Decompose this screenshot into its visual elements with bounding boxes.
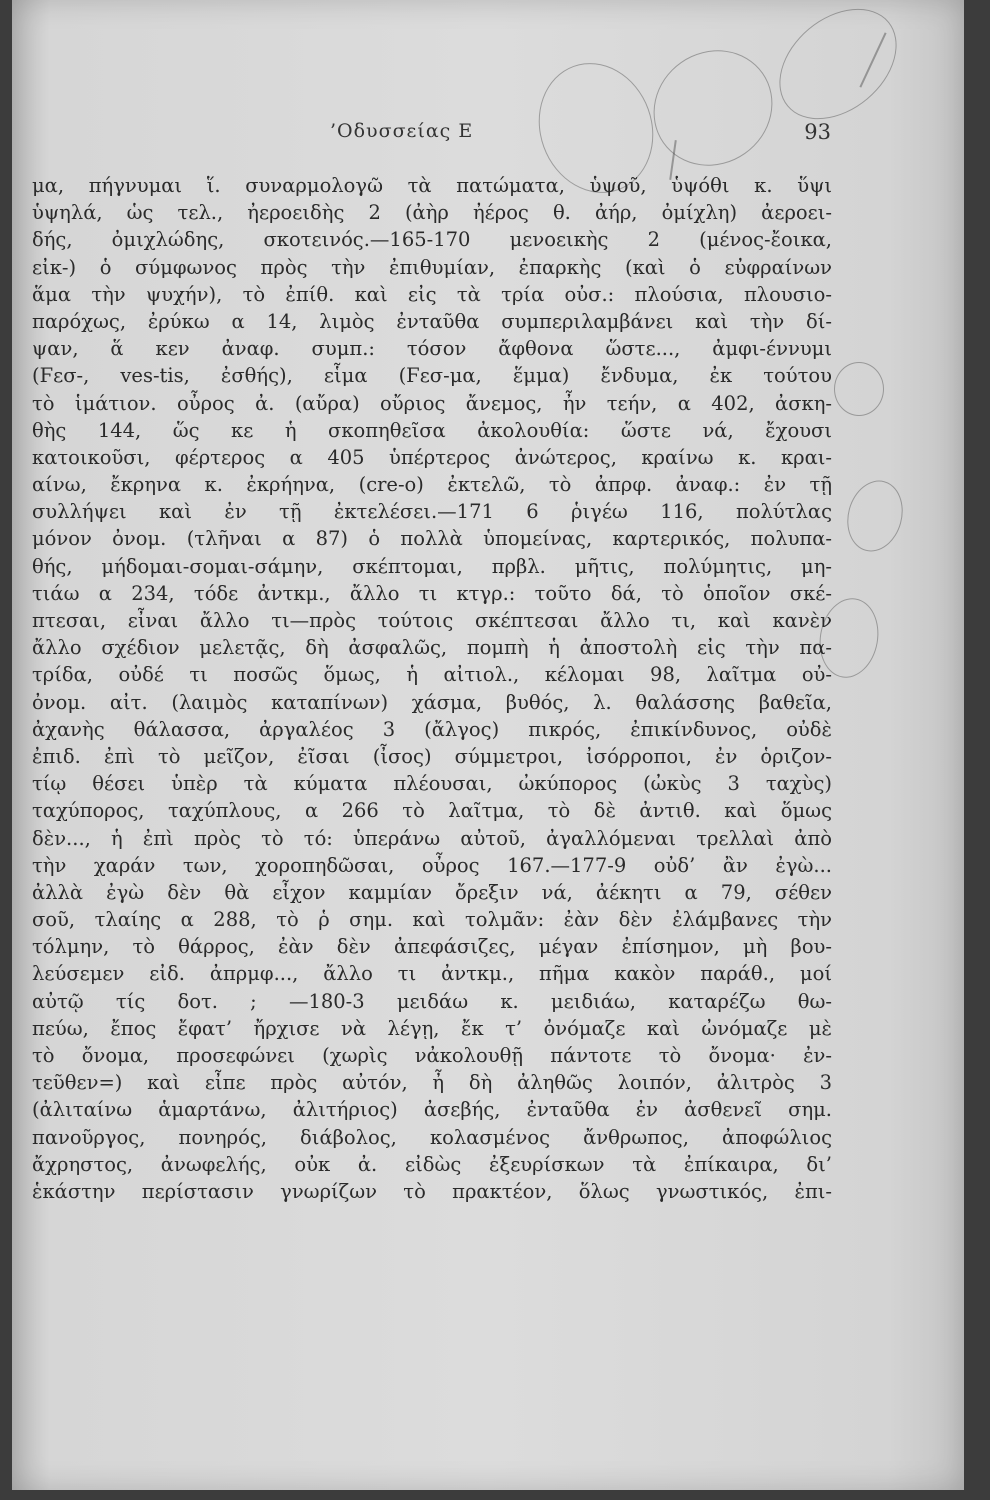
text-line: θής, μήδομαι-σομαι-σάμην, σκέπτομαι, πρβλ. μῆτις, πολύμητις, μη-	[32, 554, 832, 578]
text-line: μόνον ὀνομ. (τλῆναι α 87) ὁ πολλὰ ὑπομείνας, καρτερικός, πολυπα-	[32, 527, 832, 551]
text-line: ἐπιδ. ἐπὶ τὸ μεῖζον, ἐῖσαι (ἶσος) σύμμετροι, ἰσόρροποι, ἐν ὁριζον-	[32, 744, 832, 768]
text-line: τιάω α 234, τόδε ἀντκμ., ἄλλο τι κτγρ.: τοῦτο δά, τὸ ὁποῖον σκέ-	[32, 581, 832, 605]
handwritten-annotation	[631, 27, 795, 189]
text-line: πτεσαι, εἶναι ἄλλο τι—πρὸς τούτοις σκέπτεσαι ἄλλο τι, καὶ κανὲν	[32, 609, 832, 632]
text-line: θὴς 144, ὥς κε ἡ σκοπηθεῖσα ἀκολουθία: ὥστε νά, ἔχουσι	[32, 418, 832, 442]
text-line: δὲν..., ἡ ἐπὶ πρὸς τὸ τό: ὑπεράνω αὐτοῦ, ἀγαλλόμεναι τρελλαὶ ἀπὸ	[32, 826, 832, 850]
text-line: (Ϝεσ-, ves-tis, ἐσθής), εἷμα (Ϝεσ-μα, ἕμμα) ἔνδυμα, ἐκ τούτου	[32, 364, 832, 388]
text-line: δής, ὀμιχλώδης, σκοτεινός.—165-170 μενοεικὴς 2 (μένος-ἔοικα,	[32, 228, 832, 252]
text-line: τρίδα, οὐδέ τι ποσῶς ὅμως, ἡ αἰτιολ., κέλομαι 98, λαῖτμα οὐ-	[32, 663, 832, 687]
text-line: ταχύπορος, ταχύπλους, α 266 τὸ λαῖτμα, τὸ δὲ ἀντιθ. καὶ ὅμως	[32, 799, 832, 823]
text-line: ἄλλο σχέδιον μελετᾷς, δὴ ἀσφαλῶς, πομπὴ ἡ ἀποστολὴ εἰς τὴν πα-	[32, 636, 832, 660]
text-line: ἄχρηστος, ἀνωφελής, οὐκ ἀ. εἰδὼς ἐξευρίσκων τὰ ἐπίκαιρα, δι’	[32, 1152, 832, 1176]
text-line: τὴν χαράν των, χοροπηδῶσαι, οὖρος 167.—177-9 οὐδ’ ἂν ἐγὼ...	[32, 853, 832, 877]
text-line: ὑψηλά, ὡς τελ., ἠεροειδὴς 2 (ἀὴρ ἠέρος θ. ἀήρ, ὀμίχλη) ἀεροει-	[32, 201, 832, 225]
page-number: 93	[804, 120, 831, 144]
text-line: λεύσεμεν εἰδ. ἀπρμφ..., ἄλλο τι ἀντκμ., πῆμα κακὸν παράθ., μοί	[32, 962, 832, 986]
commentary-text	[32, 172, 832, 1205]
text-line: τίῳ θέσει ὑπὲρ τὰ κύματα πλέουσαι, ὠκύπορος (ὠκὺς 3 ταχὺς)	[32, 772, 832, 796]
text-line: τεῦθεν=) καὶ εἶπε πρὸς αὐτόν, ἦ δὴ ἀληθῶς λοιπόν, ἀλιτρὸς 3	[32, 1071, 832, 1095]
text-line: πεύω, ἔπος ἔφατ’ ἤρχισε νὰ λέγῃ, ἔκ τ’ ὀνόμαζε καὶ ὠνόμαζε μὲ	[32, 1016, 832, 1040]
text-line: κατοικοῦσι, φέρτερος α 405 ὑπέρτερος ἀνώτερος, κραίνω κ. κραι-	[32, 445, 832, 469]
page-header	[12, 120, 964, 150]
text-line: ἀχανὴς θάλασσα, ἀργαλέος 3 (ἄλγος) πικρός, ἐπικίνδυνος, οὐδὲ	[32, 717, 832, 741]
book-page	[12, 0, 964, 1490]
text-line: συλλήψει καὶ ἐν τῇ ἐκτελέσει.—171 6 ῥιγέω 116, πολύτλας	[32, 500, 832, 524]
text-line: ἑκάστην περίστασιν γνωρίζων τὸ πρακτέον, ὅλως γνωστικός, ἐπι-	[32, 1179, 832, 1203]
margin-annotation	[834, 362, 884, 416]
margin-annotation	[840, 474, 911, 558]
text-line: τόλμην, τὸ θάρρος, ἐὰν δὲν ἀπεφάσιζες, μέγαν ἐπίσημον, μὴ βου-	[32, 935, 832, 959]
text-line: σοῦ, τλαίης α 288, τὸ ῥ σημ. καὶ τολμᾶν: ἐὰν δὲν ἐλάμβανες τὴν	[32, 908, 832, 932]
text-line: αίνω, ἔκρηνα κ. ἐκρήηνα, (cre-o) ἐκτελῶ, τὸ ἀπρφ. ἀναφ.: ἐν τῇ	[32, 473, 832, 497]
text-line: πανοῦργος, πονηρός, διάβολος, κολασμένος ἄνθρωπος, ἀποφώλιος	[32, 1125, 832, 1149]
text-line: ἀλλὰ ἐγὼ δὲν θὰ εἶχον καμμίαν ὄρεξιν νά, ἀέκητι α 79, σέθεν	[32, 880, 832, 904]
text-line: παρόχως, ἐρύκω α 14, λιμὸς ἐνταῦθα συμπεριλαμβάνει καὶ τὴν δί-	[32, 309, 832, 333]
pencil-stroke	[859, 32, 886, 87]
text-line: ἅμα τὴν ψυχήν), τὸ ἐπίθ. καὶ εἰς τὰ τρία οὐσ.: πλούσια, πλουσιο-	[32, 282, 832, 306]
text-line: τὸ ἱμάτιον. οὖρος ἀ. (αὔρα) οὔριος ἄνεμος, ἦν τεήν, α 402, ἀσκη-	[32, 391, 832, 415]
text-line: ὀνομ. αἰτ. (λαιμὸς καταπίνων) χάσμα, βυθός, λ. θαλάσσης βαθεῖα,	[32, 690, 832, 714]
text-line: τὸ ὄνομα, προσεφώνει (χωρὶς νἀκολουθῇ πάντοτε τὸ ὄνομα· ἐν-	[32, 1044, 832, 1067]
text-line: εἰκ-) ὁ σύμφωνος πρὸς τὴν ἐπιθυμίαν, ἐπαρκὴς (καὶ ὁ εὐφραίνων	[32, 255, 832, 279]
running-head: ’Οδυσσείας Ε	[330, 120, 474, 142]
text-line: (ἀλιταίνω ἁμαρτάνω, ἀλιτήριος) ἀσεβής, ἐνταῦθα ἐν ἀσθενεῖ σημ.	[32, 1098, 832, 1122]
text-line: μα, πήγνυμαι ἵ. συναρμολογῶ τὰ πατώματα, ὑψοῦ, ὑψόθι κ. ὕψι	[32, 174, 832, 197]
text-line: αὐτῷ τίς δοτ. ; —180-3 μειδάω κ. μειδιάω, καταρέζω θω-	[32, 989, 832, 1013]
text-line: ψαν, ἅ κεν ἀναφ. συμπ.: τόσον ἄφθονα ὥστε..., ἀμφι-έννυμι	[32, 337, 832, 361]
